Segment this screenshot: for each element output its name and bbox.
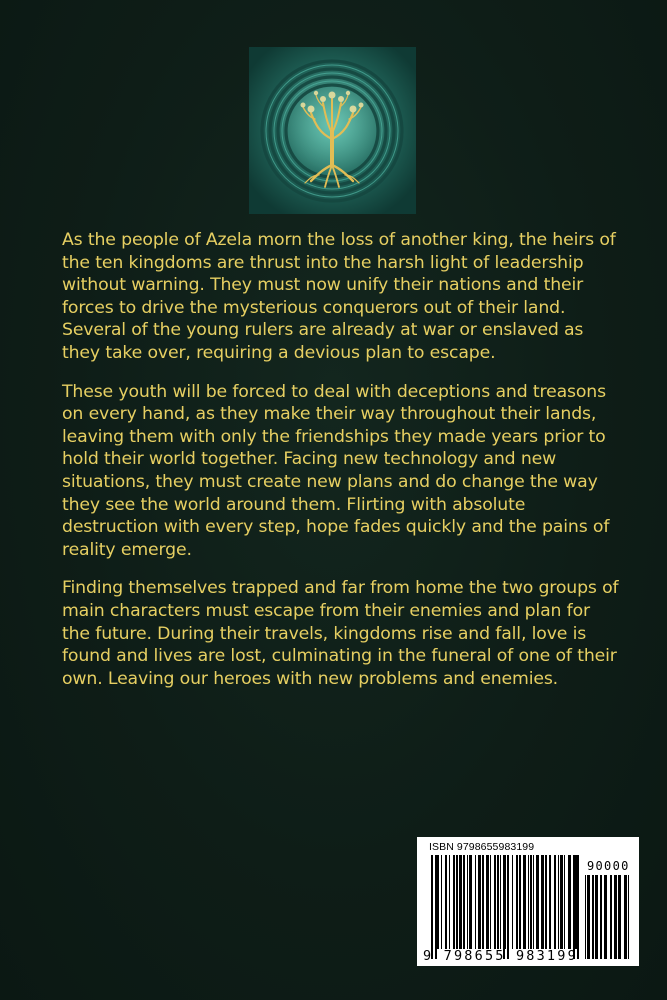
barcode-bar	[456, 855, 458, 949]
barcode-bar	[482, 855, 484, 949]
barcode-bar	[445, 855, 447, 949]
barcode-left-digits: 798655	[443, 948, 506, 964]
barcode-bar	[558, 855, 559, 949]
barcode-bar	[478, 855, 481, 949]
barcode-bar	[536, 855, 539, 949]
barcode-bar	[530, 855, 532, 949]
barcode-bar	[453, 855, 455, 949]
barcode-bar	[549, 855, 551, 949]
barcode-bar	[600, 875, 602, 959]
back-cover-blurb	[62, 229, 622, 706]
barcode-addon-number: 90000	[587, 859, 630, 873]
barcode-bar	[467, 855, 468, 949]
barcode-bar	[449, 855, 450, 949]
barcode-bar	[560, 855, 563, 949]
barcode-bar	[469, 855, 472, 949]
barcode-bar	[587, 875, 590, 959]
barcode-bar	[541, 855, 544, 949]
isbn-barcode	[417, 837, 639, 966]
barcode-right-digits: 983199	[515, 948, 578, 964]
barcode-bar	[459, 855, 462, 949]
barcode-bar	[437, 855, 439, 949]
barcode-bar	[533, 855, 534, 949]
barcode-bar	[628, 875, 629, 959]
barcode-bar	[500, 855, 501, 949]
barcode-bar	[610, 875, 612, 959]
barcode-bar	[592, 875, 594, 959]
barcode-bar	[463, 855, 465, 949]
barcode-bar	[564, 855, 565, 949]
barcode-bar	[512, 855, 513, 949]
barcode-guard-bar	[431, 855, 433, 959]
barcode-guard-bar	[435, 855, 437, 959]
barcode-bar	[624, 875, 627, 959]
barcode-bar	[441, 855, 442, 949]
blurb-paragraph: These youth will be forced to deal with deceptions and treasons on every hand, as they make their way throughout their lands, leaving them with only the friendships they made years prior to hold their world together. Facing new technology and new situations, they must create new plans and do change the way they see the world around them. Flirting with absolute destruction with every step, hope fades quickly and the pains of reality emerge.	[62, 381, 610, 560]
barcode-lead-digit: 9	[423, 948, 434, 964]
barcode-bar	[545, 855, 547, 949]
barcode-guard-bar	[507, 855, 509, 959]
barcode-bar	[497, 855, 499, 949]
isbn-label: ISBN 9798655983199	[429, 841, 535, 853]
barcode-guard-bar	[577, 855, 579, 959]
barcode-bar	[595, 875, 598, 959]
barcode-bar	[604, 875, 607, 959]
barcode-bar	[516, 855, 518, 949]
barcode-bar	[486, 855, 489, 949]
barcode-bar	[618, 875, 621, 959]
barcode-bar	[585, 875, 586, 959]
barcode-guard-bar	[503, 855, 505, 959]
barcode-bar	[568, 855, 571, 949]
barcode-bar	[523, 855, 526, 949]
barcode-digits	[423, 948, 578, 964]
barcode-bars	[417, 837, 639, 966]
barcode-bar	[490, 855, 491, 949]
barcode-bar	[475, 855, 476, 949]
barcode-bar	[528, 855, 529, 949]
barcode-bar	[494, 855, 496, 949]
blurb-paragraph: As the people of Azela morn the loss of another king, the heirs of the ten kingdoms are thrust into the harsh light of leadership without warning. They must now unify their nations and their forces to drive the mysterious conquerors out of their land. Several of the young rulers are already at war or enslaved as they take over, requiring a devious plan to escape.	[62, 230, 616, 363]
barcode-bar	[519, 855, 521, 949]
tree-of-life-icon	[249, 47, 416, 214]
blurb-paragraph: Finding themselves trapped and far from home the two groups of main characters must escape from their enemies and plan for the future. During their travels, kingdoms rise and fall, love is found and lives are lost, culminating in the funeral of one of their own. Leaving our heroes with new problems and enemies.	[62, 578, 619, 689]
barcode-bar	[554, 855, 556, 949]
barcode-guard-bar	[573, 855, 575, 959]
barcode-bar	[614, 875, 617, 959]
